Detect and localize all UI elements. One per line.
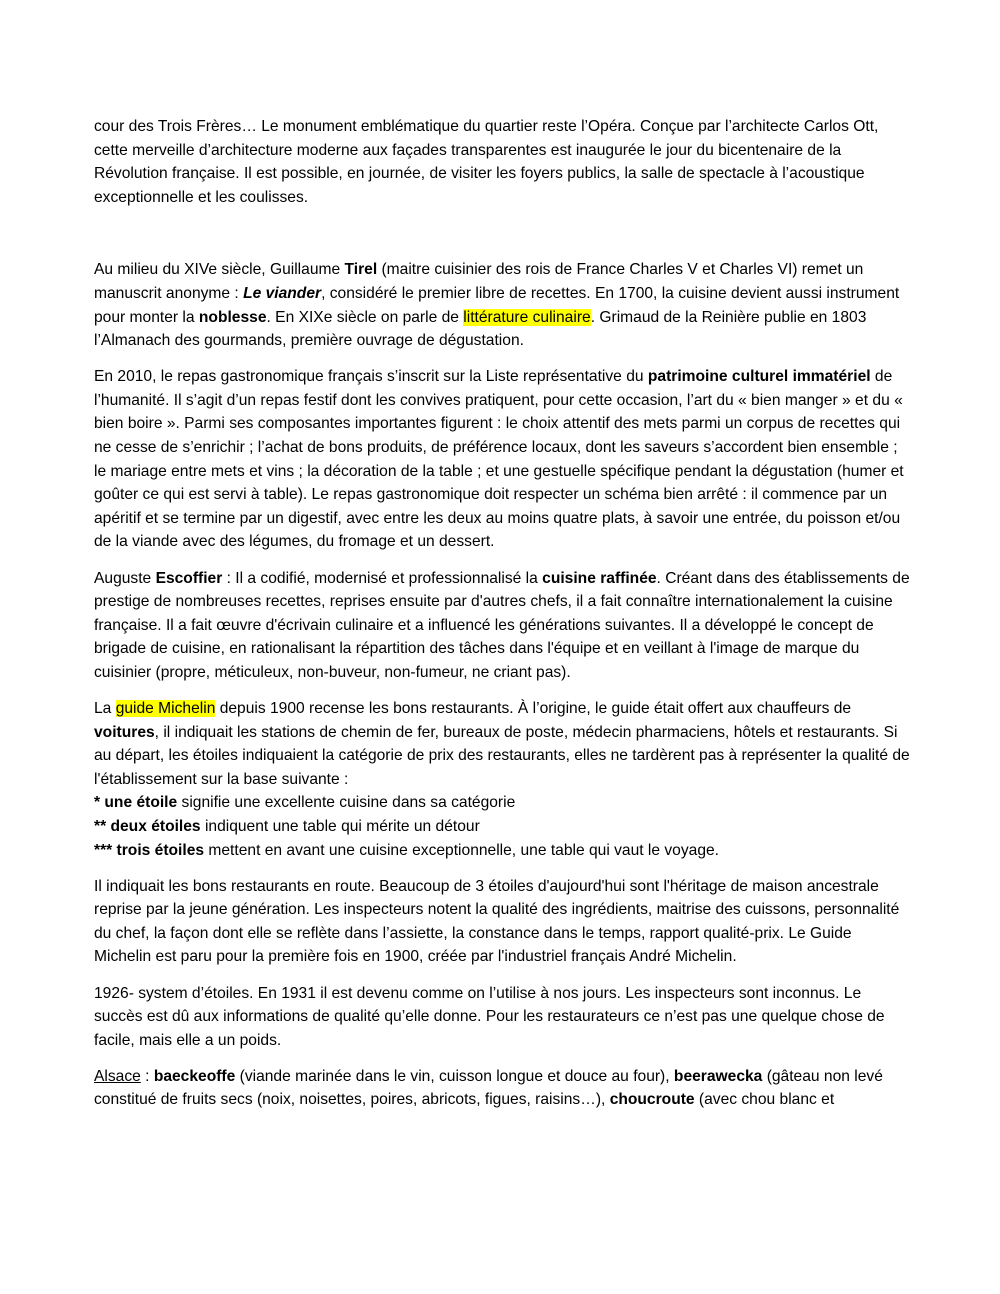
bold-tirel: Tirel — [344, 261, 378, 279]
text: cour des Trois Frères… Le monument emblématique du quartier reste l’Opéra. Conçue par l’architecte Carlos Ott, cette merveille d’architecture moderne aux façades transparentes est inaugurée le jour du bicentenaire de la Révolution française. Il est possible, en journée, de visiter les foyers publics, la salle de spectacle à l’acoustique exceptionnelle et les coulisses. — [94, 118, 879, 206]
text: Il indiquait les bons restaurants en route. Beaucoup de 3 étoiles d'aujourd'hui sont l'héritage de maison ancestrale reprise par la jeune génération. Les inspecteurs notent la qualité des ingrédients, maitrise des cuissons, personnalité du chef, la façon dont elle se reflète dans l’assiette, la constance dans le temps, rapport qualité-prix. Le Guide Michelin est paru pour la première fois en 1900, créée par l'industriel français André Michelin. — [94, 877, 900, 966]
text: de l’humanité. Il s’agit d’un repas festif dont les convives pratiquent, pour cette occasion, l’art du « bien manger » et du « bien boire ». Parmi ses composantes importantes figurent : le choix attentif des mets parmi un corpus de recettes qui ne cesse de s’enrichir ; l’achat de bons produits, de préférence locaux, dont les saveurs s’accordent bien ensemble ; le mariage entre mets et vins ; la décoration de la table ; et une gestuelle spécifique pendant la dégustation (humer et goûter ce qui est servi à table). Le repas gastronomique doit respecter un schéma bien arrêté : il commence par un apéritif et se termine par un digestif, avec entre les deux au moins quatre plats, à savoir une entrée, du poisson et/ou de la viande avec des légumes, du fromage et un dessert. — [94, 368, 904, 551]
text: 1926- system d’étoiles. En 1931 il est devenu comme on l’utilise à nos jours. Les inspecteurs sont inconnus. Le succès est dû aux informations de qualité qu’elle donne. Pour les restaurateurs ce n’est pas une quelque chose de facile, mais elle a un poids. — [94, 984, 885, 1049]
bold-italic-le-viander: Le viander — [243, 284, 322, 302]
highlight-litterature-culinaire: littérature culinaire — [463, 308, 591, 326]
bold-patrimoine: patrimoine culturel immatériel — [647, 368, 871, 386]
bold-voitures: voitures — [94, 723, 155, 741]
text: (viande marinée dans le vin, cuisson longue et douce au four), — [235, 1067, 674, 1085]
paragraph-restaurants-en-route — [94, 875, 910, 969]
bold-escoffier: Escoffier — [155, 569, 223, 587]
bold-cuisine-raffinee: cuisine raffinée — [542, 569, 657, 587]
text: , considéré le premier libre de recettes. En 1700, la cuisine devient aussi instrument pour monter la — [94, 284, 900, 326]
paragraph-guide-michelin — [94, 697, 910, 862]
bold-choucroute: choucroute — [609, 1091, 695, 1109]
highlight-guide-michelin: guide Michelin — [115, 699, 216, 717]
bold-une-etoile: * une étoile — [94, 794, 178, 812]
document-page — [94, 115, 910, 1124]
paragraph-system-etoiles — [94, 982, 910, 1053]
bold-baeckeoffe: baeckeoffe — [153, 1067, 236, 1085]
bold-noblesse: noblesse — [198, 308, 267, 326]
text: signifie une excellente cuisine dans sa catégorie — [177, 794, 516, 812]
paragraph-tirel — [94, 258, 910, 352]
text: La — [94, 699, 116, 717]
text: (avec chou blanc et — [694, 1091, 835, 1109]
text: indiquent une table qui mérite un détour — [200, 817, 480, 835]
text: Au milieu du XIVe siècle, Guillaume — [94, 261, 345, 279]
text: : Il a codifié, modernisé et professionnalisé la — [222, 569, 543, 587]
text: : — [140, 1067, 154, 1085]
bold-beerawecka: beerawecka — [673, 1067, 763, 1085]
text: , il indiquait les stations de chemin de fer, bureaux de poste, médecin pharmaciens, hôtels et restaurants. Si au départ, les étoiles indiquaient la catégorie de prix des restaurants, elles ne tardèrent pas à représenter la qualité de l'établissement sur la base suivante : — [94, 723, 910, 788]
text: depuis 1900 recense les bons restaurants. À l’origine, le guide était offert aux chauffeurs de — [215, 699, 852, 717]
underline-alsace: Alsace — [94, 1067, 141, 1085]
text: . Créant dans des établissements de prestige de nombreuses recettes, reprises ensuite par d'autres chefs, il a fait connaître internationalement la cuisine française. Il a fait œuvre d'écrivain culinaire et a influencé les générations suivantes. Il a développé le concept de brigade de cuisine, en rationalisant la répartition des tâches dans l'équipe et en veillant à l'image de marque du cuisinier (propre, méticuleux, non-buveur, non-fumeur, ne criant pas). — [94, 569, 910, 681]
text: Auguste — [94, 569, 156, 587]
text: (gâteau non levé constitué de fruits secs (noix, noisettes, poires, abricots, figues, raisins…), — [94, 1067, 883, 1109]
text: mettent en avant une cuisine exceptionnelle, une table qui vaut le voyage. — [204, 841, 720, 859]
text: En 2010, le repas gastronomique français s’inscrit sur la Liste représentative du — [94, 368, 648, 386]
paragraph-opera — [94, 115, 910, 209]
text: (maitre cuisinier des rois de France Charles V et Charles VI) remet un manuscrit anonyme : — [94, 261, 864, 302]
bold-trois-etoiles: *** trois étoiles — [94, 841, 205, 859]
paragraph-repas-gastronomique — [94, 365, 910, 554]
bold-deux-etoiles: ** deux étoiles — [94, 817, 201, 835]
paragraph-alsace — [94, 1065, 910, 1112]
paragraph-escoffier — [94, 567, 910, 685]
text: . Grimaud de la Reinière publie en 1803 l’Almanach des gourmands, première ouvrage de dégustation. — [94, 308, 867, 350]
text: . En XIXe siècle on parle de — [266, 308, 464, 326]
